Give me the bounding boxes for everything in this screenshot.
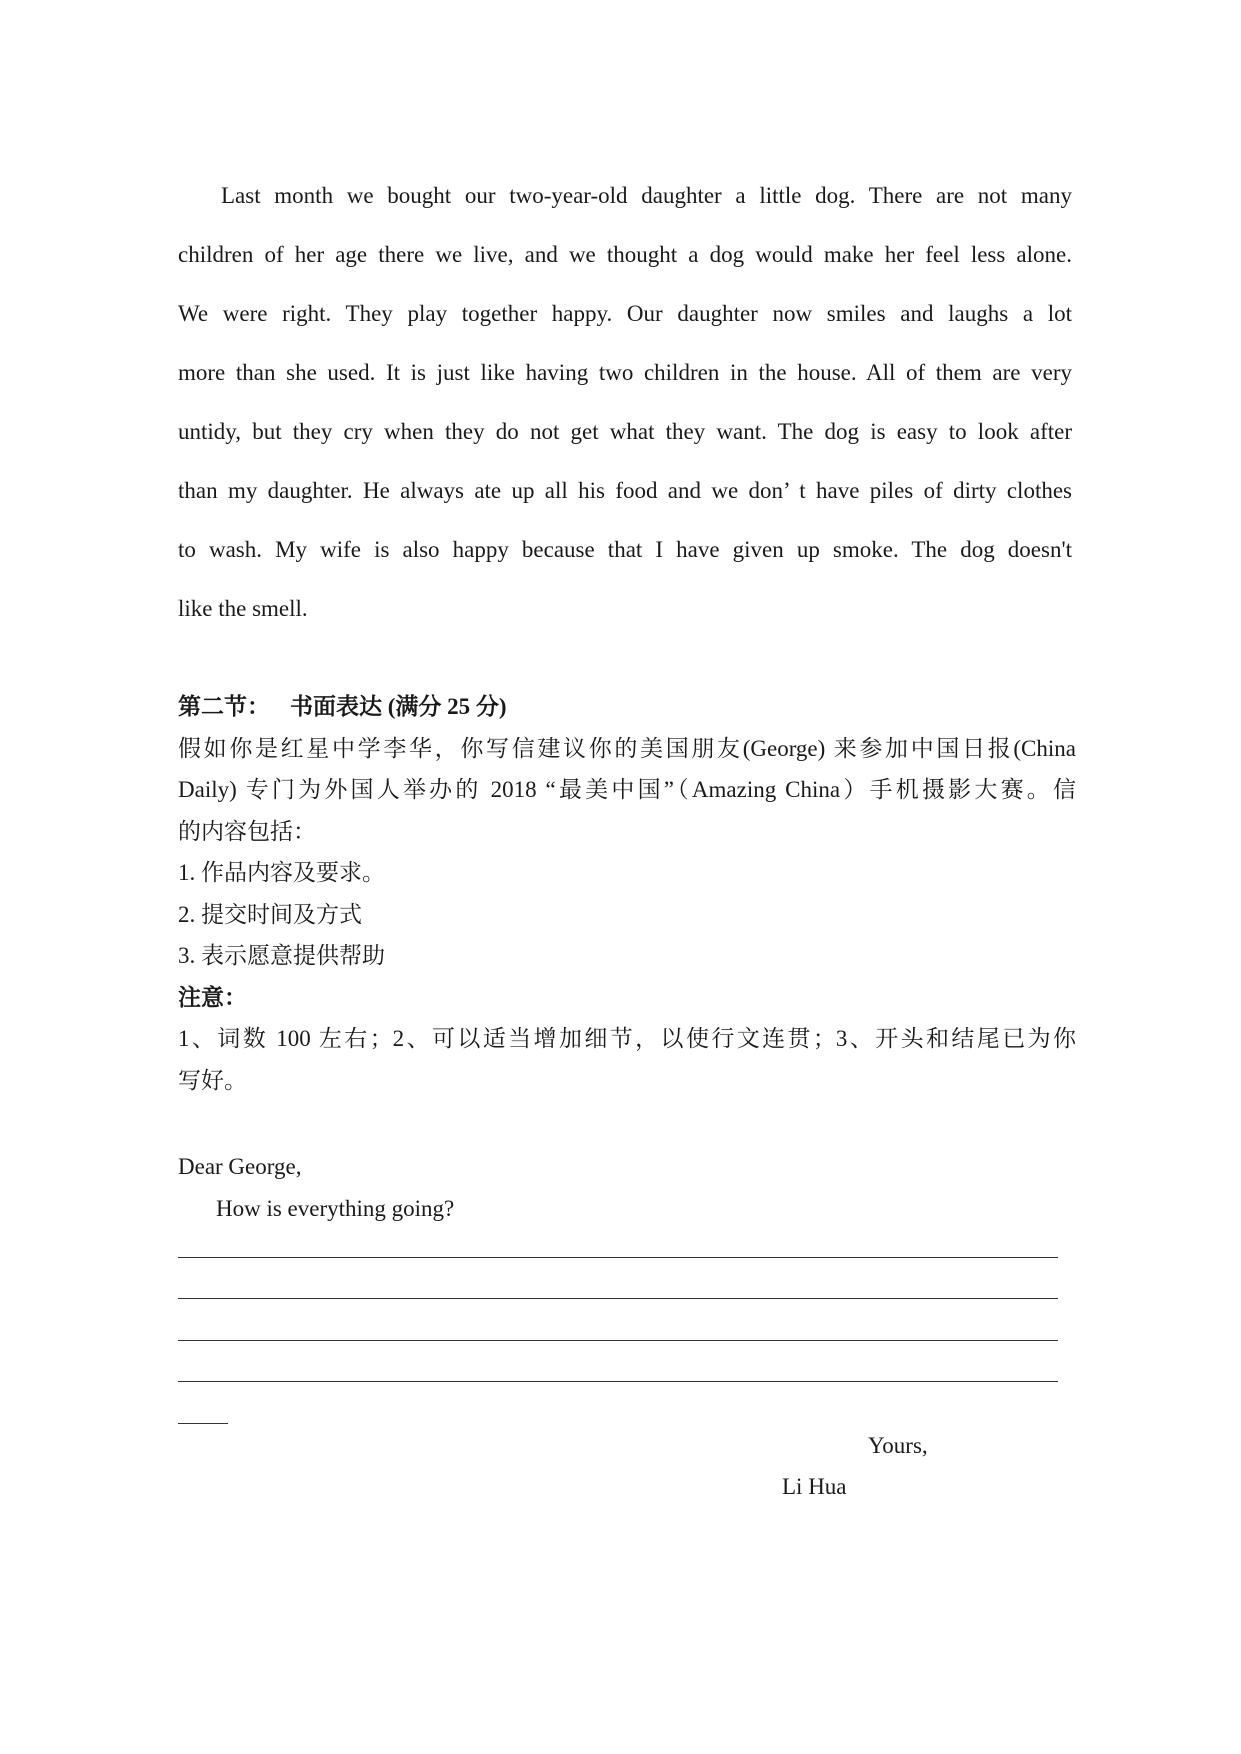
letter-signature: Li Hua (782, 1474, 847, 1499)
answer-line (178, 1395, 1078, 1437)
answer-line (178, 1312, 1078, 1354)
answer-line (178, 1271, 1078, 1313)
passage-line: to wash. My wife is also happy because that I have given up smoke. The dog doesn't (178, 537, 1072, 562)
passage-line: children of her age there we live, and we thought a dog would make her feel less alone. (178, 242, 1072, 267)
error-correction-passage (178, 166, 1072, 638)
prompt-line: Daily) 专门为外国人举办的 2018 “最美中国”（Amazing China）手机摄影大赛。信 (178, 777, 1076, 802)
passage-line: more than she used. It is just like having two children in the house. All of them are very (178, 360, 1072, 385)
prompt-line: 假如你是红星中学李华，你写信建议你的美国朋友(George) 来参加中国日报(China (178, 735, 1076, 761)
passage-line: untidy, but they cry when they do not get what they want. The dog is easy to look after (178, 419, 1072, 444)
note-line: 1、词数 100 左右；2、可以适当增加细节，以使行文连贯；3、开头和结尾已为你 (178, 1026, 1076, 1051)
answer-line (178, 1229, 1078, 1271)
requirement-item: 3. 表示愿意提供帮助 (178, 943, 385, 968)
prompt-line: 的内容包括： (178, 818, 316, 844)
note-line: 写好。 (178, 1067, 247, 1093)
letter-closing: Yours, (868, 1433, 928, 1458)
letter-greeting: Dear George, (178, 1154, 302, 1179)
note-label: 注意： (178, 984, 247, 1010)
section-heading-label: 第二节： (178, 694, 270, 719)
passage-line: than my daughter. He always ate up all his food and we don’ t have piles of dirty clothes (178, 478, 1072, 503)
section-heading-title: 书面表达 (满分 25 分) (290, 694, 507, 719)
answer-line (178, 1354, 1078, 1396)
passage-line: We were right. They play together happy. Our daughter now smiles and laughs a lot (178, 301, 1072, 326)
letter-opener: How is everything going? (216, 1195, 455, 1221)
requirement-item: 1. 作品内容及要求。 (178, 860, 385, 885)
passage-line: Last month we bought our two-year-old daughter a little dog. There are not many (221, 183, 1072, 208)
letter-template (178, 1146, 1078, 1437)
writing-section (178, 686, 1076, 1101)
section-heading (178, 686, 1076, 728)
passage-line: like the smell. (178, 596, 308, 621)
requirement-item: 2. 提交时间及方式 (178, 901, 362, 927)
